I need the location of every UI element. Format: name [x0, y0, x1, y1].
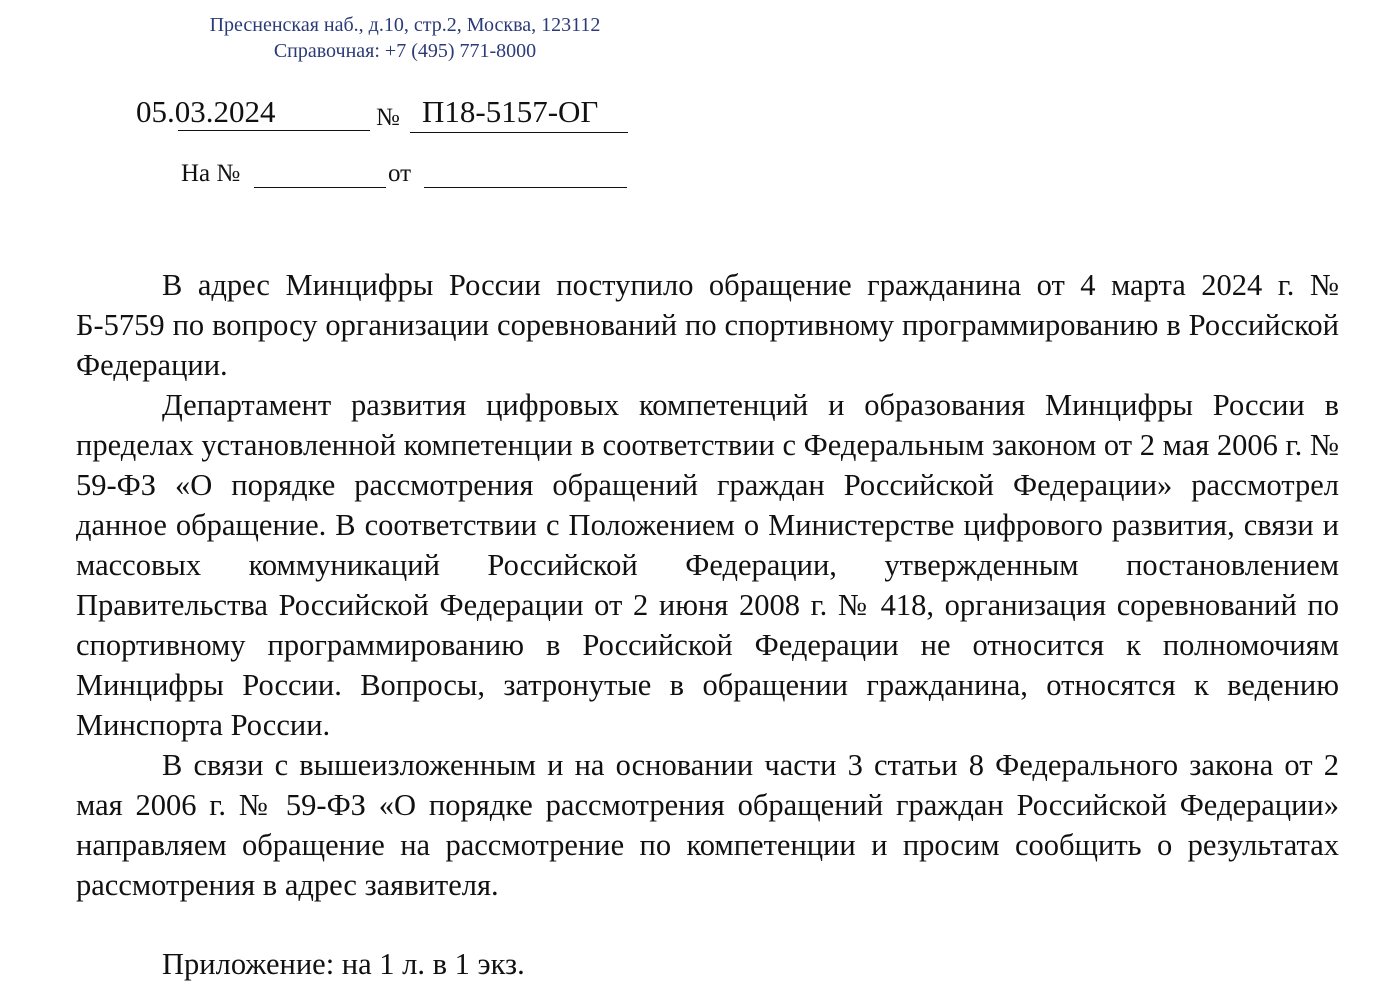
reference-from-label: от [388, 160, 412, 187]
reference-row [181, 158, 641, 194]
registration-number-underline [410, 132, 628, 133]
attachment-note: Приложение: на 1 л. в 1 экз. [162, 947, 525, 981]
reference-number-label: На № [181, 160, 241, 187]
registration-date: 05.03.2024 [136, 94, 276, 129]
registration-row [136, 88, 656, 136]
body-paragraph-review: Департамент развития цифровых компетенций и образования Минцифры России в пределах установленной компетенции в соответствии с Федеральным законом от 2 мая 2006 г. № 59-ФЗ «О порядке рассмотрения обращений граждан Российской Федерации» рассмотрел данное обращение. В соответствии с Положением о Министерстве цифрового развития, связи и массовых коммуникаций Российской Федерации, утвержденным постановлением Правительства Российской Федерации от 2 июня 2008 г. № 418, организация соревнований по спортивному программированию в Российской Федерации не относится к полномочиям Минцифры России. Вопросы, затронутые в обращении гражданина, относятся к ведению Минспорта России. [76, 388, 1339, 742]
letterhead-address: Пресненская наб., д.10, стр.2, Москва, 123112 [209, 14, 601, 36]
letterhead-contacts [150, 12, 660, 64]
body-paragraph-forwarding: В связи с вышеизложенным и на основании части 3 статьи 8 Федерального закона от 2 мая 2006 г. № 59-ФЗ «О порядке рассмотрения обращений граждан Российской Федерации» направляем обращение на рассмотрение по компетенции и просим сообщить о результатах рассмотрения в адрес заявителя. [76, 748, 1339, 902]
registration-number-sign: № [376, 104, 400, 131]
registration-number: П18-5157-ОГ [422, 94, 599, 129]
reference-number-blank [254, 187, 386, 188]
letter-body [76, 265, 1339, 905]
registration-date-underline [178, 130, 370, 131]
letterhead-phone: Справочная: +7 (495) 771-8000 [273, 40, 537, 62]
reference-date-blank [424, 187, 627, 188]
body-paragraph-request: В адрес Минцифры России поступило обращение гражданина от 4 марта 2024 г. № Б-5759 по вопросу организации соревнований по спортивному программированию в Российской Федерации. [76, 268, 1339, 382]
